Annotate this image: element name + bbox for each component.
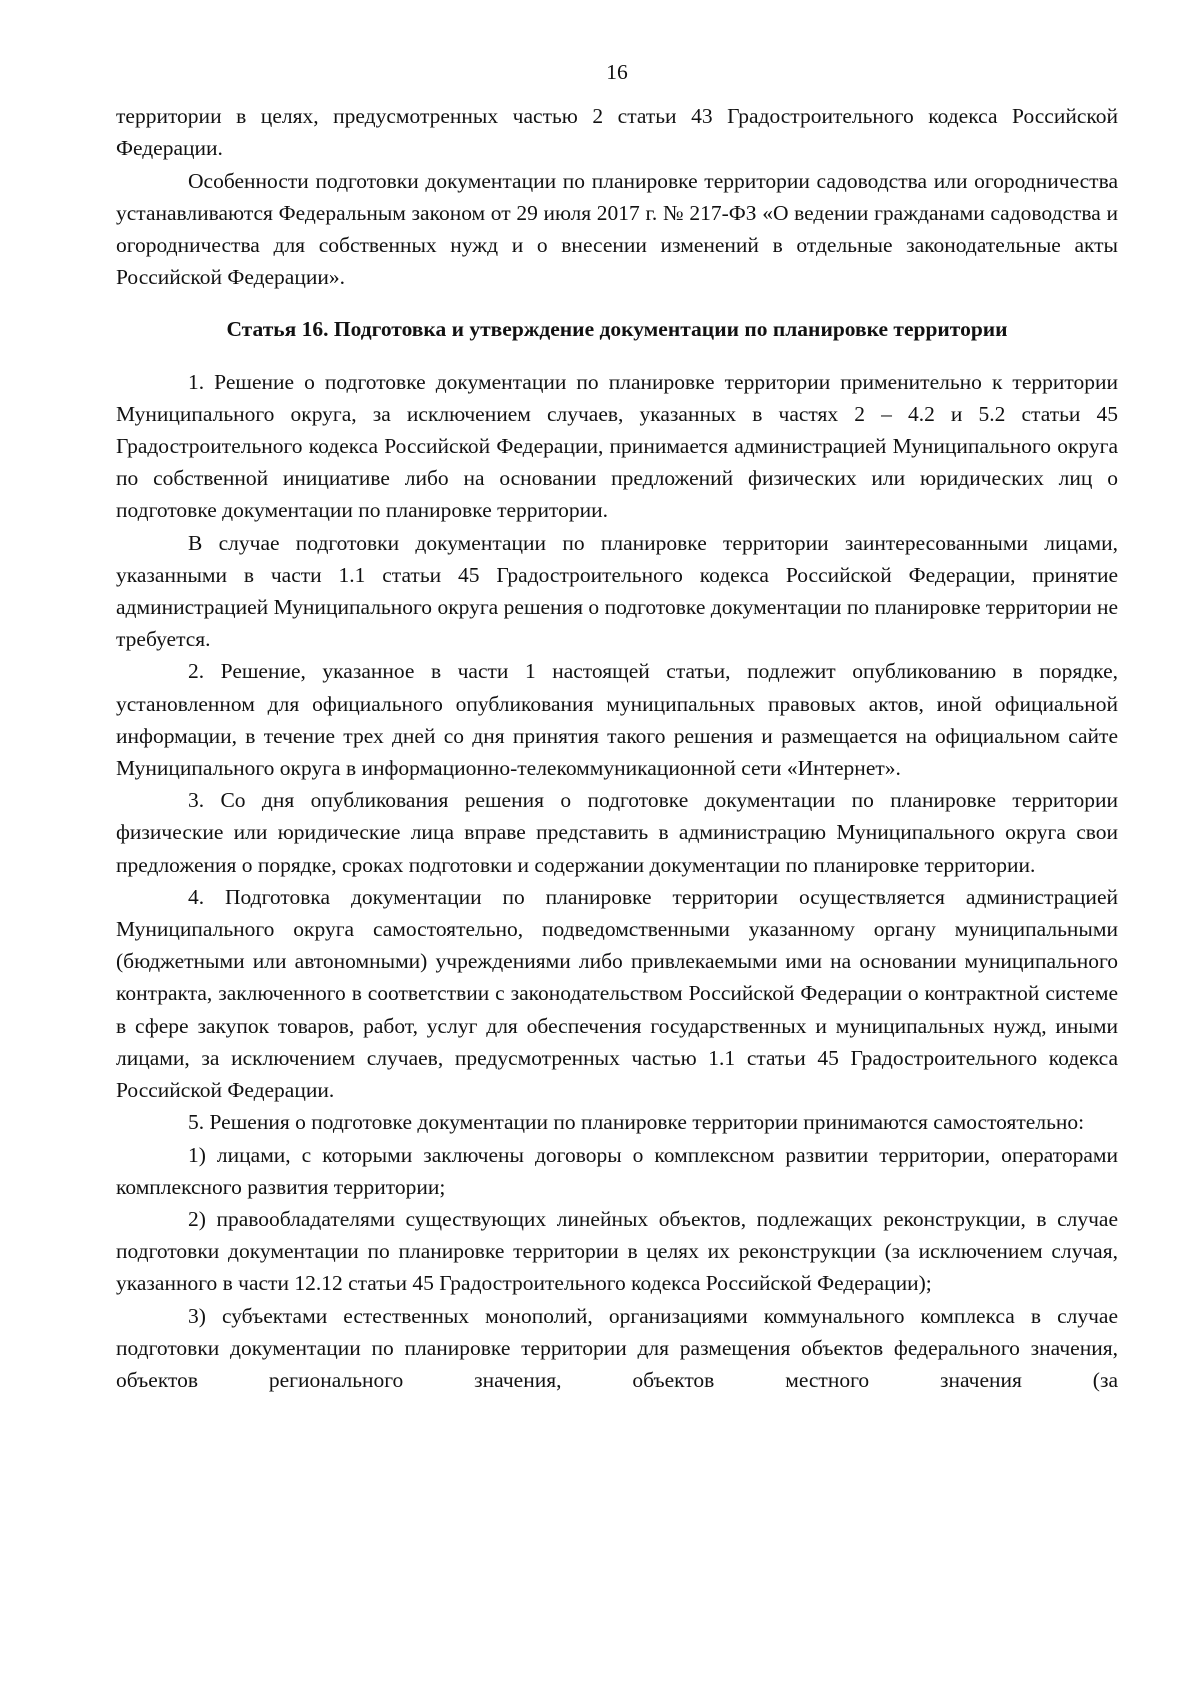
paragraph-item-1: 1. Решение о подготовке документации по планировке территории применительно к территории Муниципального округа, за исключением случаев, указанных в частях 2 – 4.2 и 5.2 статьи 45 Градостроительного кодекса Российской Федерации, принимается администрацией Муниципального округа по собственной инициативе либо на основании предложений физических или юридических лиц о подготовке документации по планировке территории.: [116, 369, 1118, 523]
paragraph-item-3: 3. Со дня опубликования решения о подготовке документации по планировке территории физические или юридические лица вправе представить в администрацию Муниципального округа свои предложения о порядке, сроках подготовки и содержании документации по планировке территории.: [116, 788, 1118, 877]
page-number: 16: [606, 60, 628, 84]
paragraph-item-1-case: В случае подготовки документации по планировке территории заинтересованными лицами, указанными в части 1.1 статьи 45 Градостроительного кодекса Российской Федерации, принятие администрацией Муниципального округа решения о подготовке документации по планировке территории не требуется.: [116, 530, 1118, 652]
paragraph-gardening-features: Особенности подготовки документации по планировке территории садоводства или огородничества устанавливаются Федеральным законом от 29 июля 2017 г. № 217-ФЗ «О ведении гражданами садоводства и огородничества для собственных нужд и о внесении изменений в отдельные законодательные акты Российской Федерации».: [116, 168, 1118, 290]
paragraph-continuation: территории в целях, предусмотренных частью 2 статьи 43 Градостроительного кодекса Российской Федерации.: [116, 104, 1118, 161]
paragraph-item-4: 4. Подготовка документации по планировке территории осуществляется администрацией Муниципального округа самостоятельно, подведомственными указанному органу муниципальными (бюджетными или автономными) учреждениями либо привлекаемыми ими на основании муниципального контракта, заключенного в соответствии с законодательством Российской Федерации о контрактной системе в сфере закупок товаров, работ, услуг для обеспечения государственных и муниципальных нужд, иными лицами, за исключением случаев, предусмотренных частью 1.1 статьи 45 Градостроительного кодекса Российской Федерации.: [116, 884, 1118, 1103]
paragraph-item-5: 5. Решения о подготовке документации по планировке территории принимаются самостоятельно:: [188, 1110, 1085, 1135]
article-title: Статья 16. Подготовка и утверждение документации по планировке территории: [226, 317, 1008, 342]
paragraph-item-5-3: 3) субъектами естественных монополий, организациями коммунального комплекса в случае подготовки документации по планировке территории для размещения объектов федерального значения, объектов регионального значения, объектов местного значения (за: [116, 1303, 1118, 1392]
paragraph-item-5-2: 2) правообладателями существующих линейных объектов, подлежащих реконструкции, в случае подготовки документации по планировке территории в целях их реконструкции (за исключением случая, указанного в части 12.12 статьи 45 Градостроительного кодекса Российской Федерации);: [116, 1206, 1118, 1296]
paragraph-item-2: 2. Решение, указанное в части 1 настоящей статьи, подлежит опубликованию в порядке, установленном для официального опубликования муниципальных правовых актов, иной официальной информации, в течение трех дней со дня принятия такого решения и размещается на официальном сайте Муниципального округа в информационно-телекоммуникационной сети «Интернет».: [116, 659, 1118, 781]
paragraph-item-5-1: 1) лицами, с которыми заключены договоры о комплексном развитии территории, операторами комплексного развития территории;: [116, 1142, 1118, 1199]
